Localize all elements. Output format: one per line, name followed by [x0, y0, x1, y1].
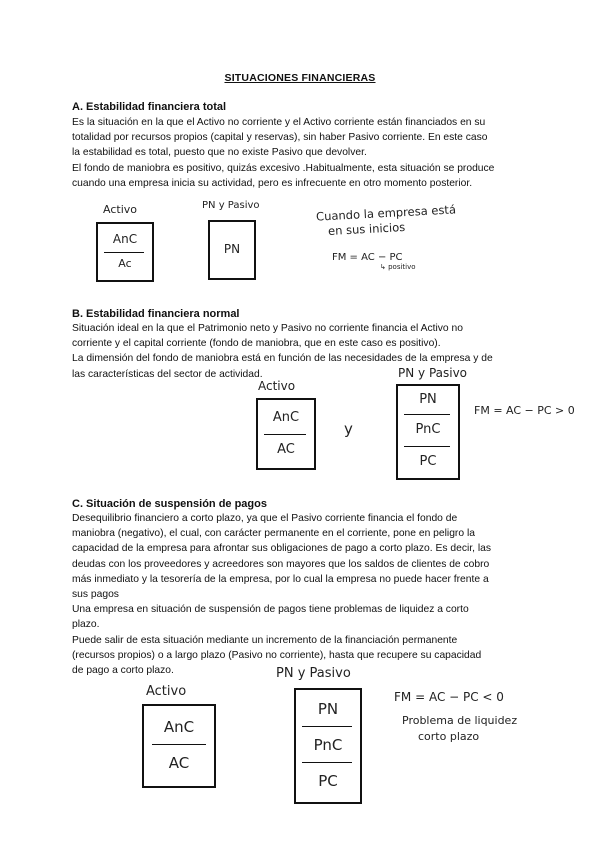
- box-row-pc: PC: [419, 454, 437, 469]
- formula-arrow-note: ↳ positivo: [380, 263, 416, 271]
- box-row-ac: AC: [168, 754, 190, 772]
- box-row-anc: AnC: [112, 232, 138, 246]
- section-c-line: Puede salir de esta situación mediante un incremento de la financiación permanente: [72, 634, 458, 646]
- pasivo-label: PN y Pasivo: [202, 200, 260, 211]
- box-row-pn: PN: [223, 242, 241, 256]
- box-divider: [404, 446, 450, 447]
- section-b-line: las características del sector de actividad.: [72, 368, 263, 380]
- note-line-1: Problema de liquidez: [402, 714, 518, 727]
- section-c-heading: C. Situación de suspensión de pagos: [72, 498, 267, 510]
- section-a-line: la estabilidad es total, puesto que no existe Pasivo que devolver.: [72, 147, 367, 159]
- section-c-paragraph: [72, 511, 532, 678]
- document-title: SITUACIONES FINANCIERAS: [224, 72, 376, 84]
- box-row-pn: PN: [317, 700, 339, 718]
- section-a-line: cuando una empresa inicia su actividad, pero es infrecuente en otro momento posterior.: [72, 177, 473, 189]
- section-c-line: capacidad de la empresa para afrontar sus obligaciones de pago a corto plazo. Es decir, las: [72, 543, 491, 555]
- section-a-line: Es la situación en la que el Activo no corriente y el Activo corriente están financiados en su: [72, 117, 486, 128]
- activo-label: Activo: [258, 379, 296, 393]
- section-c-line: más inmediato y la tesorería de la empresa, por lo cual la empresa no puede hacer frente a: [72, 573, 489, 585]
- activo-label: Activo: [146, 684, 187, 699]
- box-divider: [302, 762, 352, 763]
- section-a-line: El fondo de maniobra es positivo, quizás excesivo .Habitualmente, esta situación se produce: [72, 162, 495, 174]
- box-row-pn: PN: [419, 392, 437, 407]
- section-c-line: Desequilibrio financiero a corto plazo, ya que el Pasivo corriente financia el fondo de: [72, 513, 458, 524]
- activo-box: [256, 398, 316, 470]
- section-c-line: maniobra (negativo), el cual, con carácter permanente en el corriente, pone en peligro la: [72, 528, 475, 540]
- note-line-2: en sus inicios: [327, 219, 406, 239]
- section-a-heading: A. Estabilidad financiera total: [72, 101, 227, 113]
- pasivo-box: [208, 220, 256, 280]
- formula: FM = AC − PC < 0: [394, 690, 504, 704]
- section-b-heading: B. Estabilidad financiera normal: [72, 308, 240, 320]
- box-row-ac: AC: [277, 442, 295, 457]
- section-b-line: corriente y el capital corriente (fondo de maniobra, que en este caso es positivo).: [72, 338, 441, 350]
- connector-y: y: [344, 420, 353, 438]
- activo-label: Activo: [103, 203, 137, 216]
- section-c-line: (recursos propios) o a largo plazo (Pasivo no corriente), hasta que recupere su capacidad: [72, 649, 482, 661]
- box-divider: [264, 434, 306, 435]
- box-divider: [302, 726, 352, 727]
- section-b-line: Situación ideal en la que el Patrimonio neto y Pasivo no corriente financia el Activo no: [72, 323, 463, 334]
- box-divider: [404, 414, 450, 415]
- box-row-ac: Ac: [118, 257, 132, 270]
- pasivo-box: [294, 688, 362, 804]
- pasivo-label: PN y Pasivo: [398, 366, 468, 380]
- section-c-line: Una empresa en situación de suspensión de pagos tiene problemas de liquidez a corto: [72, 604, 469, 616]
- section-b-line: La dimensión del fondo de maniobra está en función de las necesidades de la empresa y de: [72, 353, 493, 365]
- activo-box: [96, 222, 154, 282]
- box-row-anc: AnC: [163, 718, 195, 736]
- formula: FM = AC − PC: [332, 252, 403, 263]
- pasivo-label: PN y Pasivo: [276, 666, 351, 681]
- section-a-paragraph: [72, 115, 532, 191]
- section-c-line: deudas con los proveedores y acreedores son mayores que los saldos de clientes de cobro: [72, 558, 490, 570]
- box-row-anc: AnC: [272, 410, 300, 425]
- note-line-1: Cuando la empresa está: [315, 202, 457, 224]
- note-line-2: corto plazo: [418, 730, 480, 743]
- box-row-pc: PC: [318, 772, 338, 790]
- box-row-pnc: PnC: [415, 422, 441, 437]
- activo-box: [142, 704, 216, 788]
- pasivo-box: [396, 384, 460, 480]
- section-c-line: sus pagos: [72, 589, 119, 601]
- section-a-line: totalidad por recursos propios (capital y reservas), sin haber Pasivo corriente. En este caso: [72, 132, 488, 144]
- box-row-pnc: PnC: [313, 736, 343, 754]
- box-divider: [152, 744, 206, 745]
- box-divider: [104, 252, 144, 253]
- formula: FM = AC − PC > 0: [474, 404, 575, 417]
- section-c-line: plazo.: [72, 619, 100, 631]
- section-c-line: de pago a corto plazo.: [72, 665, 174, 677]
